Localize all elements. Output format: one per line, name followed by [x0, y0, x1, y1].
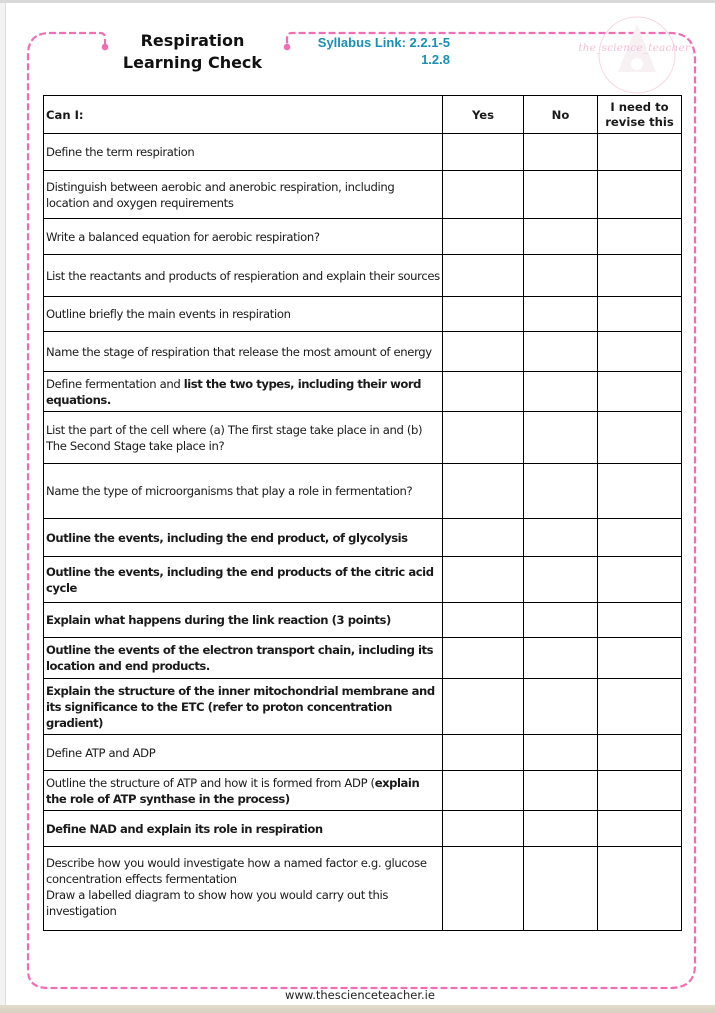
answer-cell-yes[interactable]: [443, 603, 524, 638]
answer-cell-revise[interactable]: [598, 464, 682, 519]
question-cell: [44, 735, 443, 771]
answer-cell-no[interactable]: [524, 603, 598, 638]
syllabus-link: [300, 34, 450, 68]
question-text-bold: Outline the events, including the end product, of glycolysis: [46, 530, 408, 545]
question-text: Describe how you would investigate how a named factor e.g. glucose concentration effects fermentation: [46, 856, 427, 886]
table-row: [44, 519, 682, 557]
table-row: [44, 638, 682, 679]
table-row: [44, 679, 682, 735]
answer-cell-yes[interactable]: [443, 771, 524, 811]
title-line-1: Respiration: [140, 31, 245, 50]
table-row: [44, 255, 682, 297]
table-row: [44, 219, 682, 255]
table-row: [44, 332, 682, 372]
answer-cell-revise[interactable]: [598, 332, 682, 372]
question-cell: [44, 679, 443, 735]
answer-cell-revise[interactable]: [598, 557, 682, 603]
answer-cell-revise[interactable]: [598, 811, 682, 847]
answer-cell-no[interactable]: [524, 255, 598, 297]
title-line-2: Learning Check: [122, 53, 263, 72]
answer-cell-no[interactable]: [524, 171, 598, 219]
question-cell: [44, 771, 443, 811]
answer-cell-no[interactable]: [524, 134, 598, 171]
question-text: Write a balanced equation for aerobic respiration?: [46, 229, 320, 244]
question-text: Name the type of microorganisms that play a role in fermentation?: [46, 484, 413, 498]
answer-cell-revise[interactable]: [598, 219, 682, 255]
answer-cell-no[interactable]: [524, 679, 598, 735]
question-cell: [44, 332, 443, 372]
answer-cell-revise[interactable]: [598, 771, 682, 811]
answer-cell-yes[interactable]: [443, 372, 524, 412]
question-text: Outline the structure of ATP and how it is formed from ADP (: [46, 775, 375, 790]
question-text: Define the term respiration: [46, 145, 195, 159]
table-row: [44, 557, 682, 603]
answer-cell-no[interactable]: [524, 847, 598, 931]
science-teacher-logo: [578, 12, 696, 98]
question-cell: [44, 811, 443, 847]
answer-cell-yes[interactable]: [443, 735, 524, 771]
question-text-bold: Define NAD and explain its role in respiration: [46, 821, 323, 836]
answer-cell-yes[interactable]: [443, 679, 524, 735]
answer-cell-yes[interactable]: [443, 464, 524, 519]
question-text-bold: Explain the structure of the inner mitochondrial membrane and its significance to the ETC (refer to proton concentration gradient): [46, 683, 435, 730]
syllabus-line-1: Syllabus Link: 2.2.1-5: [317, 35, 450, 50]
table-row: [44, 464, 682, 519]
table-row: [44, 171, 682, 219]
answer-cell-revise[interactable]: [598, 638, 682, 679]
table-row: [44, 372, 682, 412]
question-cell: [44, 603, 443, 638]
answer-cell-no[interactable]: [524, 297, 598, 332]
question-cell: [44, 372, 443, 412]
question-text-bold: Outline the events of the electron transport chain, including its location and end products.: [46, 643, 434, 673]
answer-cell-revise[interactable]: [598, 519, 682, 557]
answer-cell-yes[interactable]: [443, 332, 524, 372]
question-text: List the reactants and products of respieration and explain their sources: [46, 268, 440, 283]
answer-cell-revise[interactable]: [598, 297, 682, 332]
table-header-row: [44, 96, 682, 134]
question-cell: [44, 134, 443, 171]
table-row: [44, 134, 682, 171]
answer-cell-no[interactable]: [524, 811, 598, 847]
question-text: List the part of the cell where (a) The first stage take place in and (b) The Second Stage take place in?: [46, 422, 423, 453]
answer-cell-revise[interactable]: [598, 735, 682, 771]
answer-cell-revise[interactable]: [598, 412, 682, 464]
question-cell: [44, 171, 443, 219]
question-cell: [44, 519, 443, 557]
column-header-no: No: [524, 96, 598, 134]
answer-cell-yes[interactable]: [443, 811, 524, 847]
table-row: [44, 603, 682, 638]
table-row: [44, 811, 682, 847]
answer-cell-yes[interactable]: [443, 219, 524, 255]
answer-cell-yes[interactable]: [443, 255, 524, 297]
logo-text: the_science_teacher_: [578, 42, 696, 54]
answer-cell-no[interactable]: [524, 219, 598, 255]
syllabus-line-2: 1.2.8: [421, 52, 450, 67]
question-cell: [44, 297, 443, 332]
answer-cell-no[interactable]: [524, 372, 598, 412]
table-row: [44, 412, 682, 464]
answer-cell-yes[interactable]: [443, 847, 524, 931]
question-cell: [44, 464, 443, 519]
window-bottom-edge: [0, 1005, 715, 1013]
question-cell: [44, 638, 443, 679]
question-cell: [44, 412, 443, 464]
page-title: [100, 30, 285, 74]
answer-cell-no[interactable]: [524, 412, 598, 464]
answer-cell-revise[interactable]: [598, 134, 682, 171]
question-text: Define ATP and ADP: [46, 745, 156, 760]
question-text-bold: Outline the events, including the end products of the citric acid cycle: [46, 564, 434, 595]
column-header-revise: I need to revise this: [598, 96, 682, 134]
question-text: Define fermentation and: [46, 376, 184, 391]
answer-cell-revise[interactable]: [598, 372, 682, 412]
table-row: [44, 847, 682, 931]
table-row: [44, 771, 682, 811]
question-cell: [44, 557, 443, 603]
logo-circle-icon: [578, 12, 696, 98]
question-cell: [44, 219, 443, 255]
answer-cell-yes[interactable]: [443, 297, 524, 332]
learning-check-table: [43, 95, 682, 931]
answer-cell-no[interactable]: [524, 735, 598, 771]
answer-cell-yes[interactable]: [443, 638, 524, 679]
question-text: Distinguish between aerobic and anerobic respiration, including location and oxygen requirements: [46, 179, 395, 210]
question-cell: [44, 255, 443, 297]
answer-cell-no[interactable]: [524, 464, 598, 519]
answer-cell-yes[interactable]: [443, 519, 524, 557]
answer-cell-revise[interactable]: [598, 171, 682, 219]
question-text-bold: explain the role of ATP synthase in the process): [46, 775, 420, 806]
answer-cell-no[interactable]: [524, 332, 598, 372]
table-row: [44, 297, 682, 332]
answer-cell-revise[interactable]: [598, 847, 682, 931]
question-text-bold: list the two types, including their word equations.: [46, 376, 421, 407]
answer-cell-yes[interactable]: [443, 134, 524, 171]
question-text: Name the stage of respiration that release the most amount of energy: [46, 344, 432, 359]
answer-cell-yes[interactable]: [443, 557, 524, 603]
answer-cell-no[interactable]: [524, 771, 598, 811]
window-top-edge: [0, 0, 715, 3]
answer-cell-no[interactable]: [524, 638, 598, 679]
answer-cell-yes[interactable]: [443, 412, 524, 464]
answer-cell-revise[interactable]: [598, 255, 682, 297]
answer-cell-no[interactable]: [524, 557, 598, 603]
answer-cell-yes[interactable]: [443, 171, 524, 219]
footer-url: www.thescienceteacher.ie: [285, 988, 435, 1002]
answer-cell-revise[interactable]: [598, 603, 682, 638]
answer-cell-no[interactable]: [524, 519, 598, 557]
answer-cell-revise[interactable]: [598, 679, 682, 735]
question-text-bold: Explain what happens during the link reaction (3 points): [46, 613, 391, 627]
question-text: Draw a labelled diagram to show how you would carry out this investigation: [46, 888, 389, 918]
window-left-edge: [0, 3, 6, 1006]
column-header-can-i: Can I:: [44, 96, 443, 134]
column-header-yes: Yes: [443, 96, 524, 134]
question-text: Outline briefly the main events in respiration: [46, 307, 291, 321]
question-cell: [44, 847, 443, 931]
table-row: [44, 735, 682, 771]
